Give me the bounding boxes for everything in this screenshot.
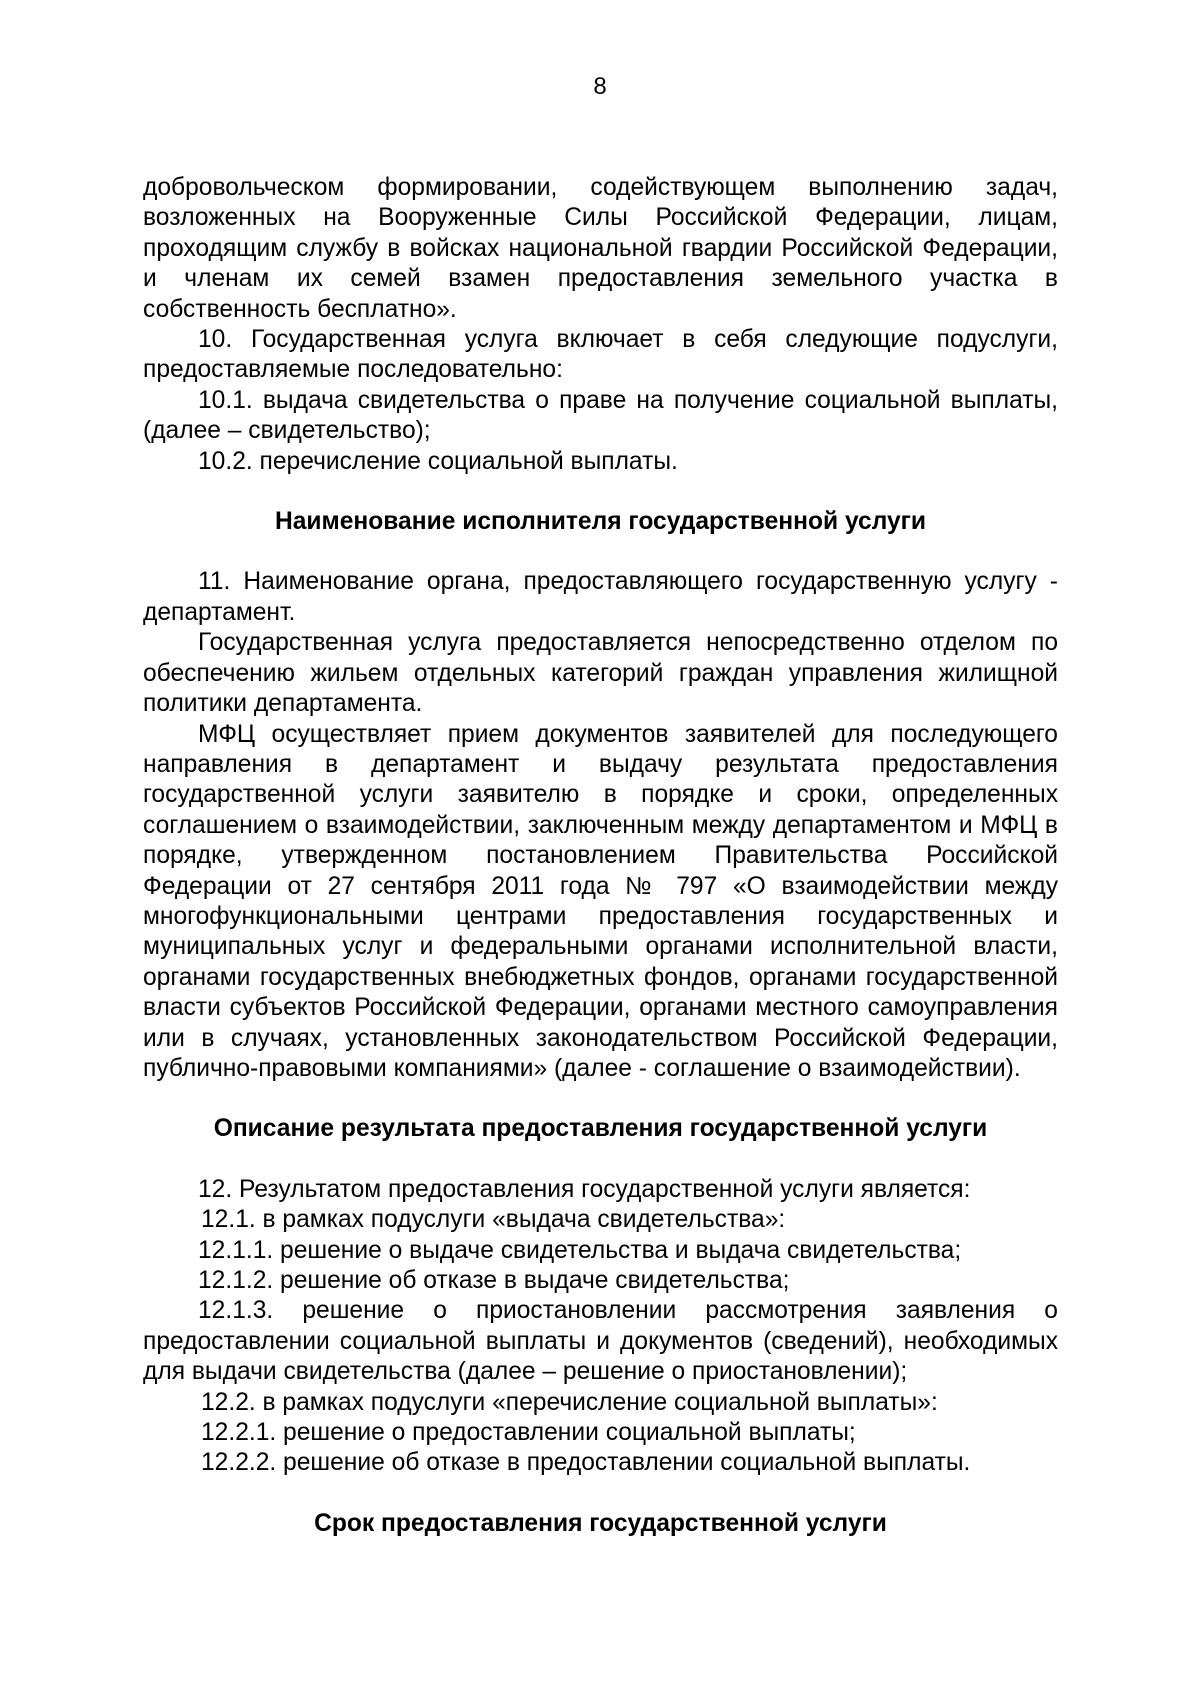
section-heading-executor: Наименование исполнителя государственной услуги xyxy=(274,508,927,536)
paragraph-item-12-1-1: 12.1.1. решение о выдаче свидетельства и выдача свидетельства; xyxy=(198,1236,962,1264)
paragraph-item-10: 10. Государственная услуга включает в себя следующие подуслуги, предоставляемые последовательно: xyxy=(143,326,1058,384)
paragraph-item-12-1-3: 12.1.3. решение о приостановлении рассмотрения заявления о предоставлении социальной выплаты и документов (сведений), необходимых для выдачи свидетельства (далее – решение о приостановлении); xyxy=(143,1297,1058,1386)
paragraph-item-12: 12. Результатом предоставления государственной услуги является: xyxy=(198,1175,971,1203)
paragraph-item-10-2: 10.2. перечисление социальной выплаты. xyxy=(198,447,678,475)
paragraph-item-10-1: 10.1. выдача свидетельства о праве на получение социальной выплаты, (далее – свидетельство); xyxy=(143,386,1058,445)
page-number: 8 xyxy=(593,73,607,100)
section-heading-result: Описание результата предоставления государственной услуги xyxy=(213,1115,988,1143)
paragraph-item-12-1: 12.1. в рамках подуслуги «выдача свидетельства»: xyxy=(201,1206,786,1234)
paragraph-continuation: добровольческом формировании, содействующем выполнению задач, возложенных на Вооруженные Силы Российской Федерации, лицам, проходящим службу в войсках национальной гвардии Российской Федерации, и членам их семей взамен предоставления земельного участка в собственность бесплатно». xyxy=(143,174,1058,323)
paragraph-mfc: МФЦ осуществляет прием документов заявителей для последующего направления в департамент и выдачу результата предоставления государственной услуги заявителю в порядке и сроки, определенных соглашением о взаимодействии, заключенным между департаментом и МФЦ в порядке, утвержденном постановлением Правительства Российской Федерации от 27 сентября 2011 года № 797 «О взаимодействии между многофункциональными центрами предоставления государственных и муниципальных услуг и федеральными органами исполнительной власти, органами государственных внебюджетных фондов, органами государственной власти субъектов Российской Федерации, органами местного самоуправления или в случаях, установленных законодательством Российской Федерации, публично-правовыми компаниями» (далее - соглашение о взаимодействии). xyxy=(143,720,1058,1082)
paragraph-item-12-1-2: 12.1.2. решение об отказе в выдаче свидетельства; xyxy=(198,1267,790,1294)
paragraph-item-12-2: 12.2. в рамках подуслуги «перечисление социальной выплаты»: xyxy=(201,1388,938,1416)
paragraph-service-provider: Государственная услуга предоставляется непосредственно отделом по обеспечению жильем отдельных категорий граждан управления жилищной политики департамента. xyxy=(143,629,1058,718)
paragraph-item-12-2-1: 12.2.1. решение о предоставлении социальной выплаты; xyxy=(201,1419,856,1447)
section-heading-term: Срок предоставления государственной услуги xyxy=(314,1509,887,1537)
paragraph-item-12-2-2: 12.2.2. решение об отказе в предоставлении социальной выплаты. xyxy=(201,1449,971,1477)
document-body xyxy=(143,173,1058,1539)
paragraph-item-11: 11. Наименование органа, предоставляющего государственную услугу - департамент. xyxy=(143,568,1058,626)
